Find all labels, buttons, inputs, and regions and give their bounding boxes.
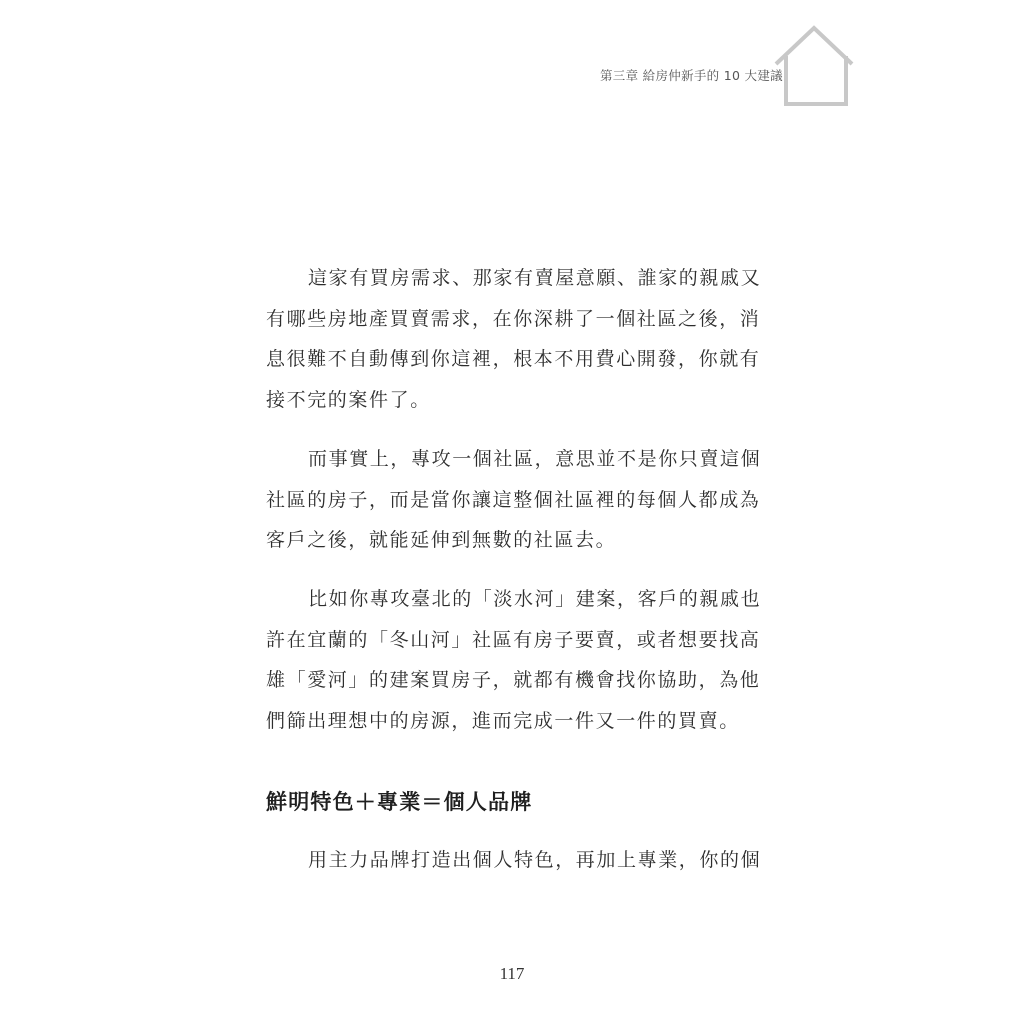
paragraph-line: 客戶之後，就能延伸到無數的社區去。 — [266, 529, 617, 551]
paragraph-line: 許在宜蘭的「冬山河」社區有房子要賣，或者想要找高 — [266, 628, 761, 651]
paragraph-3 — [266, 579, 760, 741]
paragraph-line: 有哪些房地產買賣需求，在你深耕了一個社區之後，消 — [266, 307, 761, 330]
paragraph-4 — [266, 840, 760, 881]
house-outline-icon — [770, 22, 858, 108]
paragraph-line: 這家有買房需求、那家有賣屋意願、誰家的親戚又 — [308, 267, 762, 289]
paragraph-line: 社區的房子，而是當你讓這整個社區裡的每個人都成為 — [266, 488, 761, 511]
paragraph-line: 接不完的案件了。 — [266, 388, 431, 411]
section-heading: 鮮明特色＋專業＝個人品牌 — [266, 790, 533, 814]
paragraph-line: 們篩出理想中的房源，進而完成一件又一件的買賣。 — [266, 709, 740, 732]
paragraph-line: 比如你專攻臺北的「淡水河」建案，客戶的親戚也 — [308, 588, 762, 610]
paragraph-1 — [266, 258, 760, 420]
paragraph-line: 息很難不自動傳到你這裡，根本不用費心開發，你就有 — [266, 348, 761, 370]
paragraph-line: 用主力品牌打造出個人特色，再加上專業，你的個 — [308, 849, 762, 871]
paragraph-line: 而事實上，專攻一個社區，意思並不是你只賣這個 — [308, 448, 762, 470]
paragraph-line: 雄「愛河」的建案買房子，就都有機會找你協助，為他 — [266, 669, 761, 691]
running-header-chapter-title: 第三章 給房仲新手的 10 大建議 — [600, 68, 783, 83]
page-number: 117 — [499, 964, 525, 983]
paragraph-2 — [266, 439, 760, 561]
